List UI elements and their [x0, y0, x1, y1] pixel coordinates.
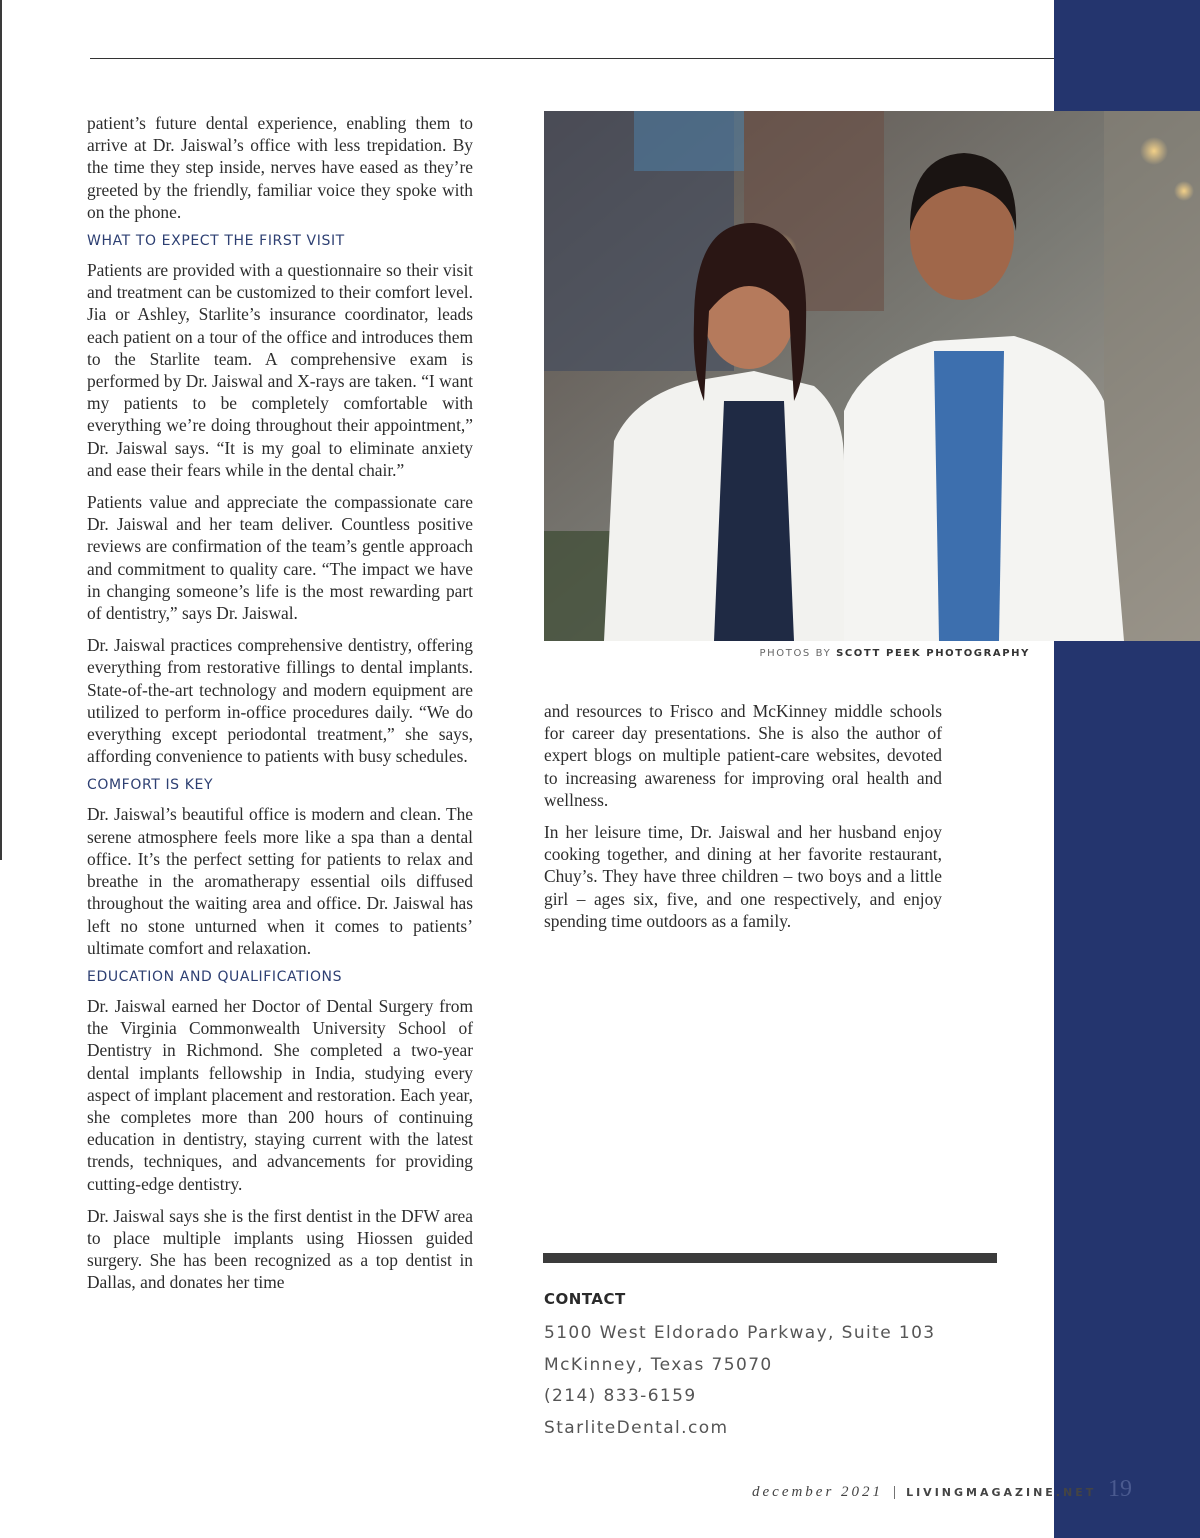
footer-separator: |: [893, 1484, 897, 1500]
paragraph: Dr. Jaiswal says she is the first dentist in the DFW area to place multiple implants using Hiossen guided surgery. She has been recognized as a top dentist in Dallas, and donates her time: [87, 1205, 473, 1293]
page-edge: [0, 0, 2, 860]
contact-divider: [543, 1253, 997, 1263]
left-column: [87, 112, 473, 1304]
subheading-education: EDUCATION AND QUALIFICATIONS: [87, 968, 343, 985]
contact-website[interactable]: StarliteDental.com: [544, 1417, 729, 1438]
page-footer: [752, 1484, 1097, 1501]
subheading-comfort: COMFORT IS KEY: [87, 777, 214, 794]
paragraph: Dr. Jaiswal’s beautiful office is modern and clean. The serene atmosphere feels more like a spa than a dental office. It’s the perfect setting for patients to relax and breathe in the aromatherapy essential oils diffused throughout the waiting area and office. Dr. Jaiswal has left no stone unturned when it comes to patients’ ultimate comfort and relaxation.: [87, 804, 473, 958]
magazine-site[interactable]: LIVINGMAGAZINE.NET: [906, 1486, 1097, 1499]
issue-date: december 2021: [752, 1484, 884, 1500]
photo-credit: [700, 648, 1030, 659]
right-column: [544, 700, 942, 942]
contact-heading: CONTACT: [544, 1290, 626, 1308]
paragraph: Patients are provided with a questionnaire so their visit and treatment can be customized to their comfort level. Jia or Ashley, Starlite’s insurance coordinator, leads each patient on a tour of the office and introduces them to the Starlite team. A comprehensive exam is performed by Dr. Jaiswal and X-rays are taken. “I want my patients to be completely comfortable with everything we’re doing throughout their appointment,” Dr. Jaiswal says. “It is my goal to eliminate anxiety and ease their fears while in the dental chair.”: [87, 260, 473, 480]
contact-city: McKinney, Texas 75070: [544, 1354, 773, 1375]
paragraph: Dr. Jaiswal earned her Doctor of Dental Surgery from the Virginia Commonwealth University School of Dentistry in Richmond. She completed a two-year dental implants fellowship in India, studying every aspect of implant placement and restoration. Each year, she completes more than 200 hours of continuing education in dentistry, staying current with the latest trends, techniques, and advancements for providing cutting-edge dentistry.: [87, 995, 473, 1194]
paragraph: Dr. Jaiswal practices comprehensive dentistry, offering everything from restorative fillings to dental implants. State-of-the-art technology and modern equipment are utilized to perform in-office procedures daily. “We do everything except periodontal treatment,” she says, affording convenience to patients with busy schedules.: [87, 635, 473, 767]
paragraph: and resources to Frisco and McKinney middle schools for career day presentations. She is also the author of expert blogs on multiple patient-care websites, devoted to increasing awareness for improving oral health and wellness.: [544, 701, 942, 810]
portrait-photo: [544, 111, 1200, 641]
photographer-name: SCOTT PEEK PHOTOGRAPHY: [836, 648, 1030, 659]
contact-phone[interactable]: (214) 833-6159: [544, 1386, 697, 1406]
subheading-first-visit: WHAT TO EXPECT THE FIRST VISIT: [87, 233, 345, 250]
paragraph: In her leisure time, Dr. Jaiswal and her husband enjoy cooking together, and dining at her favorite restaurant, Chuy’s. They have three children – two boys and a little girl – ages six, five, and one respectively, and enjoy spending time outdoors as a family.: [544, 822, 942, 931]
photo-credit-prefix: PHOTOS BY: [759, 648, 837, 659]
paragraph: patient’s future dental experience, enabling them to arrive at Dr. Jaiswal’s office with less trepidation. By the time they step inside, nerves have eased as they’re greeted by the friendly, familiar voice they spoke with on the phone.: [87, 113, 473, 222]
top-rule: [90, 58, 1054, 59]
contact-address: 5100 West Eldorado Parkway, Suite 103: [544, 1323, 936, 1343]
paragraph: Patients value and appreciate the compassionate care Dr. Jaiswal and her team deliver. Countless positive reviews are confirmation of the team’s gentle approach and commitment to quality care. “The impact we have in changing someone’s life is the most rewarding part of dentistry,” says Dr. Jaiswal.: [87, 492, 473, 624]
contact-box: [544, 1290, 984, 1444]
page-number: 19: [1108, 1476, 1132, 1502]
navy-side-bar-lower: [1054, 640, 1200, 1538]
